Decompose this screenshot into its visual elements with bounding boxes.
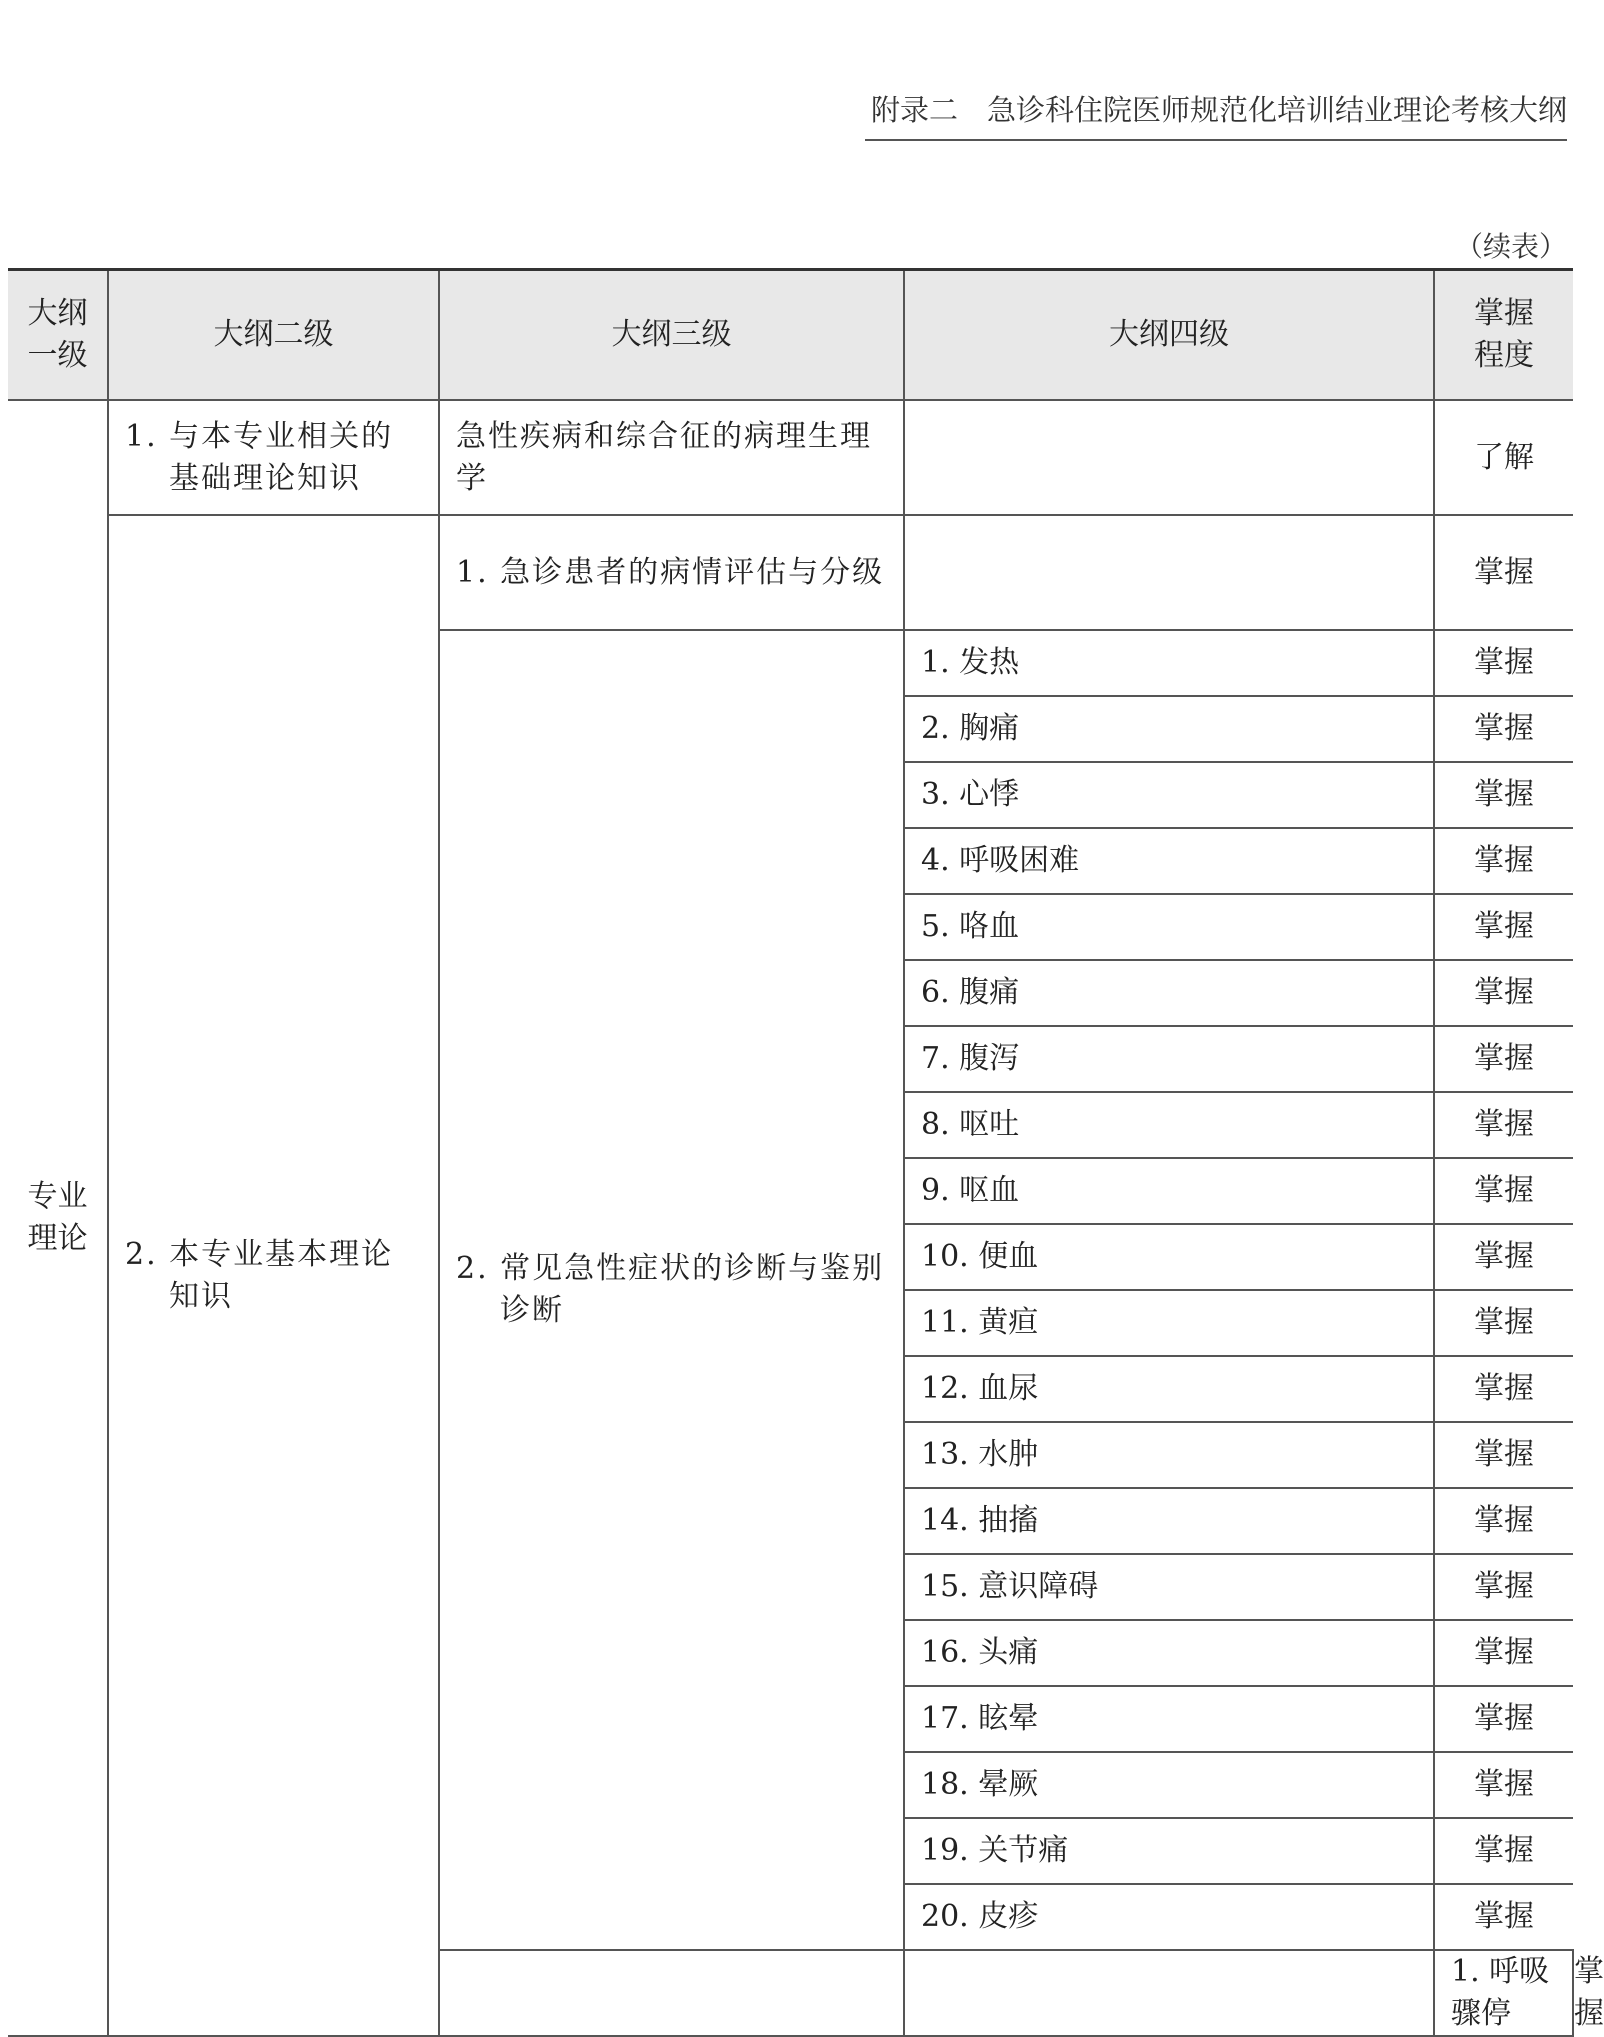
level2-cell: 2. 本专业基本理论知识 xyxy=(108,515,439,2036)
table-row: 1. 呼吸骤停 掌握 xyxy=(8,1950,1573,2036)
mastery-cell: 掌握 xyxy=(1434,1752,1573,1818)
mastery-cell: 掌握 xyxy=(1434,894,1573,960)
level4-cell: 20. 皮疹 xyxy=(904,1884,1434,1950)
mastery-cell: 掌握 xyxy=(1434,1224,1573,1290)
running-head: 附录二 急诊科住院医师规范化培训结业理论考核大纲 xyxy=(865,88,1567,141)
level4-cell: 4. 呼吸困难 xyxy=(904,828,1434,894)
header-row xyxy=(8,270,1573,401)
level4-cell: 6. 腹痛 xyxy=(904,960,1434,1026)
mastery-cell: 掌握 xyxy=(1434,1356,1573,1422)
header-mastery: 掌握 程度 xyxy=(1434,270,1573,401)
level4-cell: 11. 黄疸 xyxy=(904,1290,1434,1356)
mastery-cell: 掌握 xyxy=(1434,1158,1573,1224)
level4-cell: 8. 呕吐 xyxy=(904,1092,1434,1158)
mastery-cell: 掌握 xyxy=(1434,1092,1573,1158)
level4-cell: 2. 胸痛 xyxy=(904,696,1434,762)
level4-cell: 1. 发热 xyxy=(904,630,1434,696)
mastery-cell: 掌握 xyxy=(1434,828,1573,894)
level4-cell: 13. 水肿 xyxy=(904,1422,1434,1488)
level4-cell: 18. 晕厥 xyxy=(904,1752,1434,1818)
mastery-cell: 掌握 xyxy=(1434,630,1573,696)
level4-cell: 7. 腹泻 xyxy=(904,1026,1434,1092)
mastery-cell: 掌握 xyxy=(1434,1290,1573,1356)
header-level2: 大纲二级 xyxy=(108,270,439,401)
level3-cell: 2. 常见急性症状的诊断与鉴别诊断 xyxy=(439,630,904,1950)
level4-cell: 12. 血尿 xyxy=(904,1356,1434,1422)
mastery-cell: 掌握 xyxy=(1434,1884,1573,1950)
level4-cell: 19. 关节痛 xyxy=(904,1818,1434,1884)
level3-cell: 急性疾病和综合征的病理生理学 xyxy=(439,400,904,515)
mastery-cell: 掌握 xyxy=(1434,515,1573,630)
mastery-cell: 掌握 xyxy=(1434,1818,1573,1884)
mastery-cell: 掌握 xyxy=(1434,762,1573,828)
mastery-cell: 了解 xyxy=(1434,400,1573,515)
continued-label: （续表） xyxy=(1454,230,1567,263)
level4-cell: 16. 头痛 xyxy=(904,1620,1434,1686)
mastery-cell: 掌握 xyxy=(1434,696,1573,762)
header-level3: 大纲三级 xyxy=(439,270,904,401)
syllabus-table xyxy=(8,268,1604,2037)
level4-cell: 3. 心悸 xyxy=(904,762,1434,828)
table-row xyxy=(8,400,1573,515)
level4-cell: 5. 咯血 xyxy=(904,894,1434,960)
level4-cell xyxy=(904,515,1434,630)
level4-cell xyxy=(904,400,1434,515)
level4-cell: 15. 意识障碍 xyxy=(904,1554,1434,1620)
level4-cell: 10. 便血 xyxy=(904,1224,1434,1290)
level3-cell xyxy=(904,1950,1434,2036)
level2-cell: 1. 与本专业相关的基础理论知识 xyxy=(108,400,439,515)
level4-cell: 14. 抽搐 xyxy=(904,1488,1434,1554)
level4-cell: 1. 呼吸骤停 xyxy=(1434,1950,1573,2036)
table-row xyxy=(8,515,1573,630)
level2-cell xyxy=(439,1950,904,2036)
mastery-cell: 掌握 xyxy=(1434,1554,1573,1620)
mastery-cell: 掌握 xyxy=(1434,1620,1573,1686)
level3-cell: 1. 急诊患者的病情评估与分级 xyxy=(439,515,904,630)
mastery-cell: 掌握 xyxy=(1434,1026,1573,1092)
mastery-cell: 掌握 xyxy=(1434,1686,1573,1752)
header-level1: 大纲 一级 xyxy=(8,270,108,401)
header-level4: 大纲四级 xyxy=(904,270,1434,401)
mastery-cell: 掌握 xyxy=(1434,960,1573,1026)
level4-cell: 9. 呕血 xyxy=(904,1158,1434,1224)
level1-cell: 专业 理论 xyxy=(8,400,108,2036)
mastery-cell: 掌握 xyxy=(1434,1488,1573,1554)
mastery-cell: 掌握 xyxy=(1434,1422,1573,1488)
level4-cell: 17. 眩晕 xyxy=(904,1686,1434,1752)
